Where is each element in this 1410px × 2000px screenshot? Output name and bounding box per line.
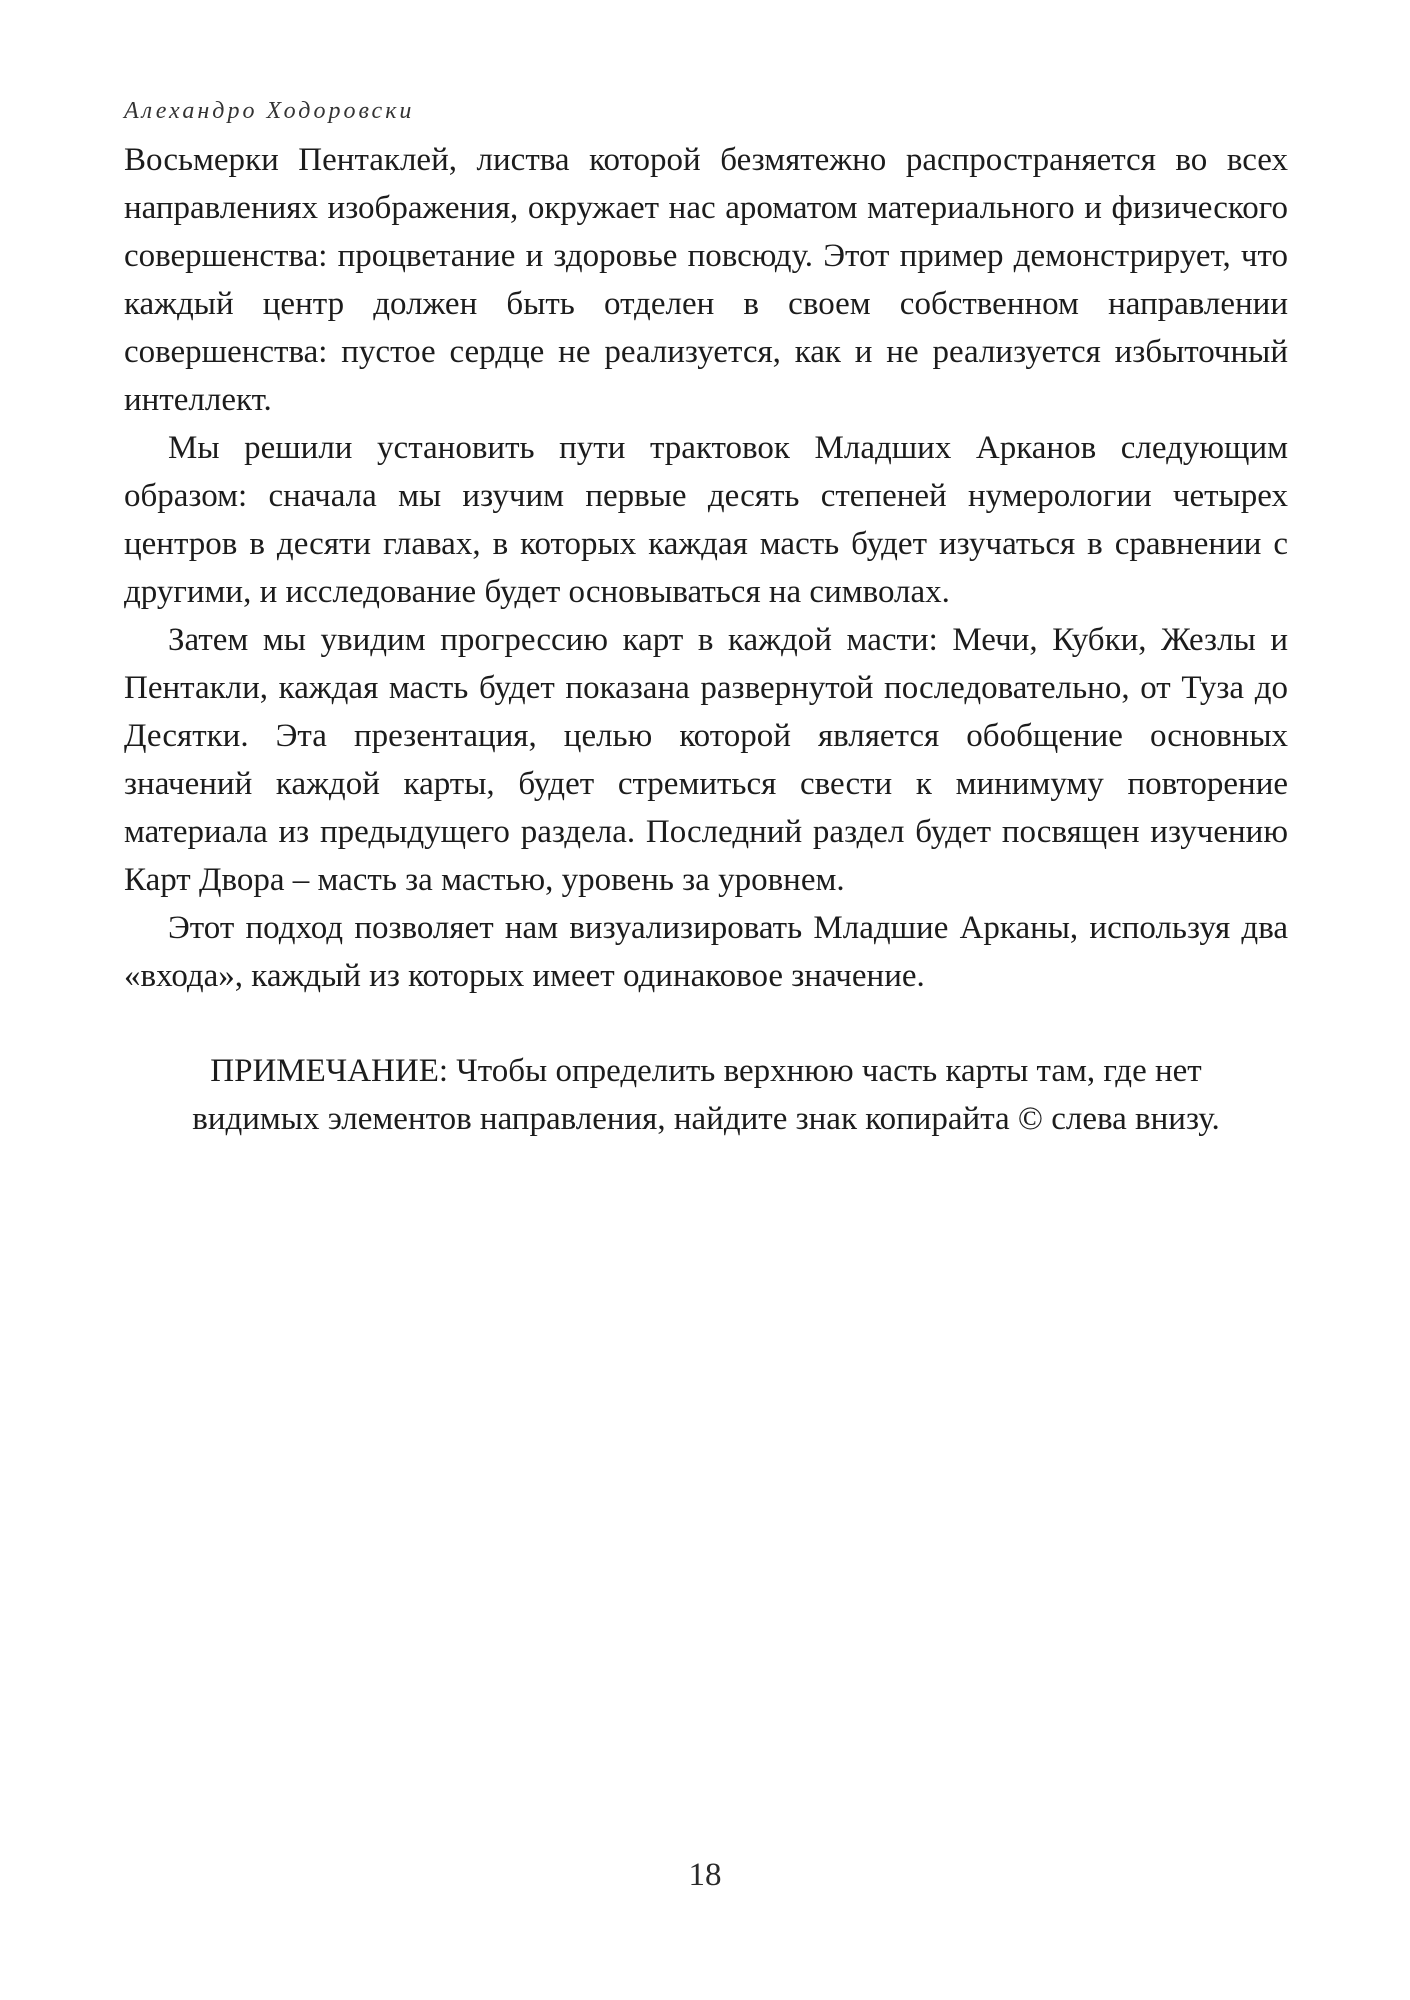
note-block [124, 1047, 1288, 1143]
paragraph-1: Восьмерки Пентаклей, листва которой безмятежно распространяется во всех направлениях изображения, окружает нас ароматом материального и физического совершенства: процветание и здоровье повсюду. Этот пример демонстрирует, что каждый центр должен быть отделен в своем собственном направлении совершенства: пустое сердце не реализуется, как и не реализуется избыточный интеллект. [124, 142, 1288, 418]
note-line-2: видимых элементов направления, найдите знак копирайта © слева внизу. [192, 1101, 1220, 1137]
main-text [124, 136, 1288, 1000]
paragraph-3: Затем мы увидим прогрессию карт в каждой масти: Мечи, Кубки, Жезлы и Пентакли, каждая масть будет показана развернутой последовательно, от Туза до Десятки. Эта презентация, целью которой является обобщение основных значений каждой карты, будет стремиться свести к минимуму повторение материала из предыдущего раздела. Последний раздел будет посвящен изучению Карт Двора – масть за мастью, уровень за уровнем. [124, 622, 1288, 898]
paragraph-2: Мы решили установить пути трактовок Младших Арканов следующим образом: сначала мы изучим первые десять степеней нумерологии четырех центров в десяти главах, в которых каждая масть будет изучаться в сравнении с другими, и исследование будет основываться на символах. [124, 430, 1288, 610]
page-number: 18 [688, 1857, 722, 1893]
running-header-author: Алехандро Ходоровски [124, 98, 415, 124]
paragraph-4: Этот подход позволяет нам визуализировать Младшие Арканы, используя два «входа», каждый из которых имеет одинаковое значение. [124, 910, 1288, 994]
note-line-1: ПРИМЕЧАНИЕ: Чтобы определить верхнюю часть карты там, где нет [210, 1053, 1202, 1089]
